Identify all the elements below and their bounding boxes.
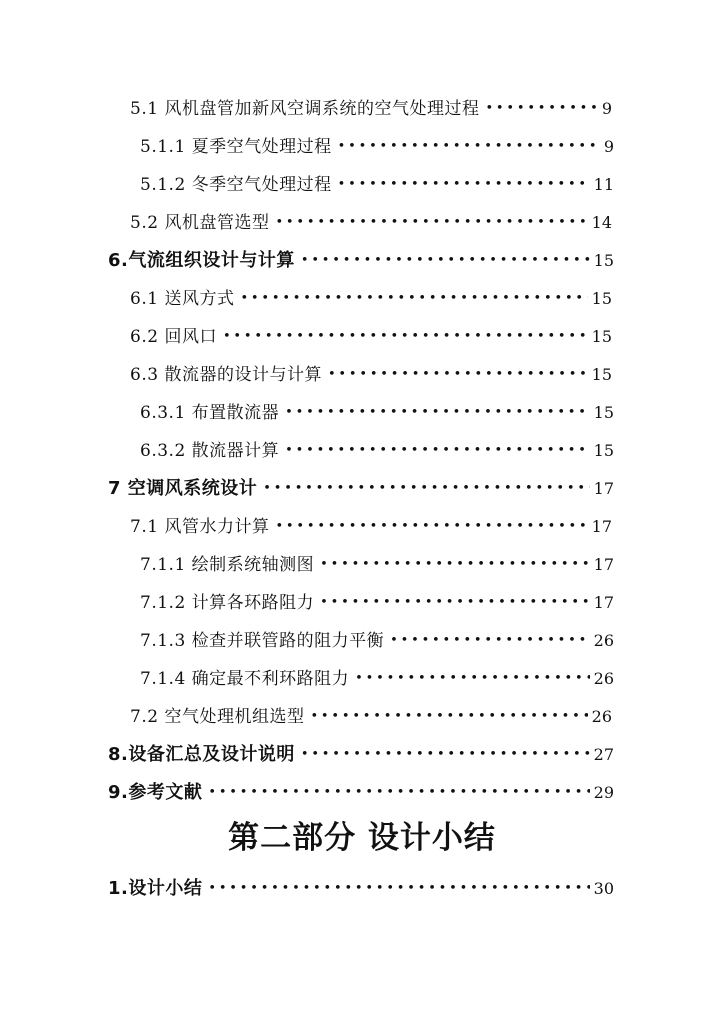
dot-leader [485, 98, 597, 120]
toc-page-number: 15 [593, 251, 614, 270]
toc-page-number: 9 [601, 99, 612, 118]
toc-entry-label: 6.3 散流器的设计与计算 [130, 365, 322, 385]
toc-entry-label: 6.3.1 布置散流器 [140, 403, 280, 423]
toc-page-number: 17 [593, 479, 614, 498]
dot-leader [275, 212, 587, 234]
toc-entry-label: 7.1 风管水力计算 [130, 517, 270, 537]
toc-entry-label: 6.气流组织设计与计算 [108, 250, 295, 271]
toc-page-number: 14 [591, 213, 612, 232]
toc-page-number: 26 [593, 631, 614, 650]
toc-entry[interactable] [0, 510, 724, 538]
toc-page-number: 11 [593, 175, 614, 194]
toc-entry-label: 7.1.4 确定最不利环路阻力 [140, 669, 350, 689]
toc-entry[interactable] [0, 320, 724, 348]
toc-chapter-entry[interactable] [0, 738, 724, 766]
toc-page-number: 17 [593, 555, 614, 574]
toc-entry-label: 7.2 空气处理机组选型 [130, 707, 305, 727]
dot-leader [223, 326, 588, 348]
toc-entry-label: 5.1 风机盘管加新风空调系统的空气处理过程 [130, 99, 480, 119]
toc-entry[interactable] [0, 662, 724, 690]
dot-leader [338, 174, 590, 196]
toc-chapter-entry[interactable] [0, 776, 724, 804]
dot-leader [328, 364, 588, 386]
dot-leader [320, 592, 589, 614]
toc-entry-label: 5.2 风机盘管选型 [130, 213, 270, 233]
dot-leader [301, 250, 590, 272]
dot-leader [208, 878, 589, 900]
toc-entry-label: 6.1 送风方式 [130, 289, 235, 309]
toc-page-number: 15 [591, 365, 612, 384]
toc-entry[interactable] [0, 282, 724, 310]
toc-entry[interactable] [0, 396, 724, 424]
dot-leader [263, 478, 589, 500]
toc-page-number: 15 [593, 403, 614, 422]
toc-entry-label: 7 空调风系统设计 [108, 478, 258, 499]
toc-page-number: 30 [593, 879, 614, 898]
toc-entry-label: 7.1.2 计算各环路阻力 [140, 593, 315, 613]
toc-page-number: 17 [591, 517, 612, 536]
toc-chapter-entry[interactable] [0, 244, 724, 272]
dot-leader [208, 782, 589, 804]
toc-chapter-entry[interactable] [0, 472, 724, 500]
dot-leader [338, 136, 600, 158]
dot-leader [275, 516, 587, 538]
toc-entry[interactable] [0, 548, 724, 576]
toc-page-number: 15 [591, 289, 612, 308]
toc-entry[interactable] [0, 92, 724, 120]
toc-entry[interactable] [0, 586, 724, 614]
toc-entry-label: 5.1.2 冬季空气处理过程 [140, 175, 332, 195]
toc-chapter-entry[interactable] [0, 872, 724, 900]
toc-entry[interactable] [0, 624, 724, 652]
toc-entry-label: 5.1.1 夏季空气处理过程 [140, 137, 332, 157]
dot-leader [310, 706, 587, 728]
toc-page-number: 26 [591, 707, 612, 726]
toc-entry[interactable] [0, 206, 724, 234]
toc-entry[interactable] [0, 358, 724, 386]
toc-entry-label: 7.1.1 绘制系统轴测图 [140, 555, 315, 575]
toc-page-number: 9 [603, 137, 614, 156]
toc-entry-label: 6.2 回风口 [130, 327, 217, 347]
toc-entry[interactable] [0, 130, 724, 158]
toc-entry-label: 8.设备汇总及设计说明 [108, 744, 295, 765]
toc-entry-label: 9.参考文献 [108, 782, 203, 803]
toc-page-number: 15 [591, 327, 612, 346]
dot-leader [285, 440, 589, 462]
toc-entry-label: 7.1.3 检查并联管路的阻力平衡 [140, 631, 385, 651]
toc-entry[interactable] [0, 434, 724, 462]
dot-leader [320, 554, 589, 576]
toc-page-number: 29 [593, 783, 614, 802]
toc-entry-label: 6.3.2 散流器计算 [140, 441, 280, 461]
dot-leader [285, 402, 589, 424]
toc-page-number: 17 [593, 593, 614, 612]
part-title: 第二部分 设计小结 [228, 820, 496, 856]
toc-entry-label: 1.设计小结 [108, 878, 203, 899]
toc-entry[interactable] [0, 700, 724, 728]
dot-leader [240, 288, 587, 310]
dot-leader [355, 668, 589, 690]
toc-entry[interactable] [0, 168, 724, 196]
toc-page-number: 27 [593, 745, 614, 764]
toc-page-number: 26 [593, 669, 614, 688]
toc-page-number: 15 [593, 441, 614, 460]
dot-leader [301, 744, 590, 766]
dot-leader [390, 630, 589, 652]
